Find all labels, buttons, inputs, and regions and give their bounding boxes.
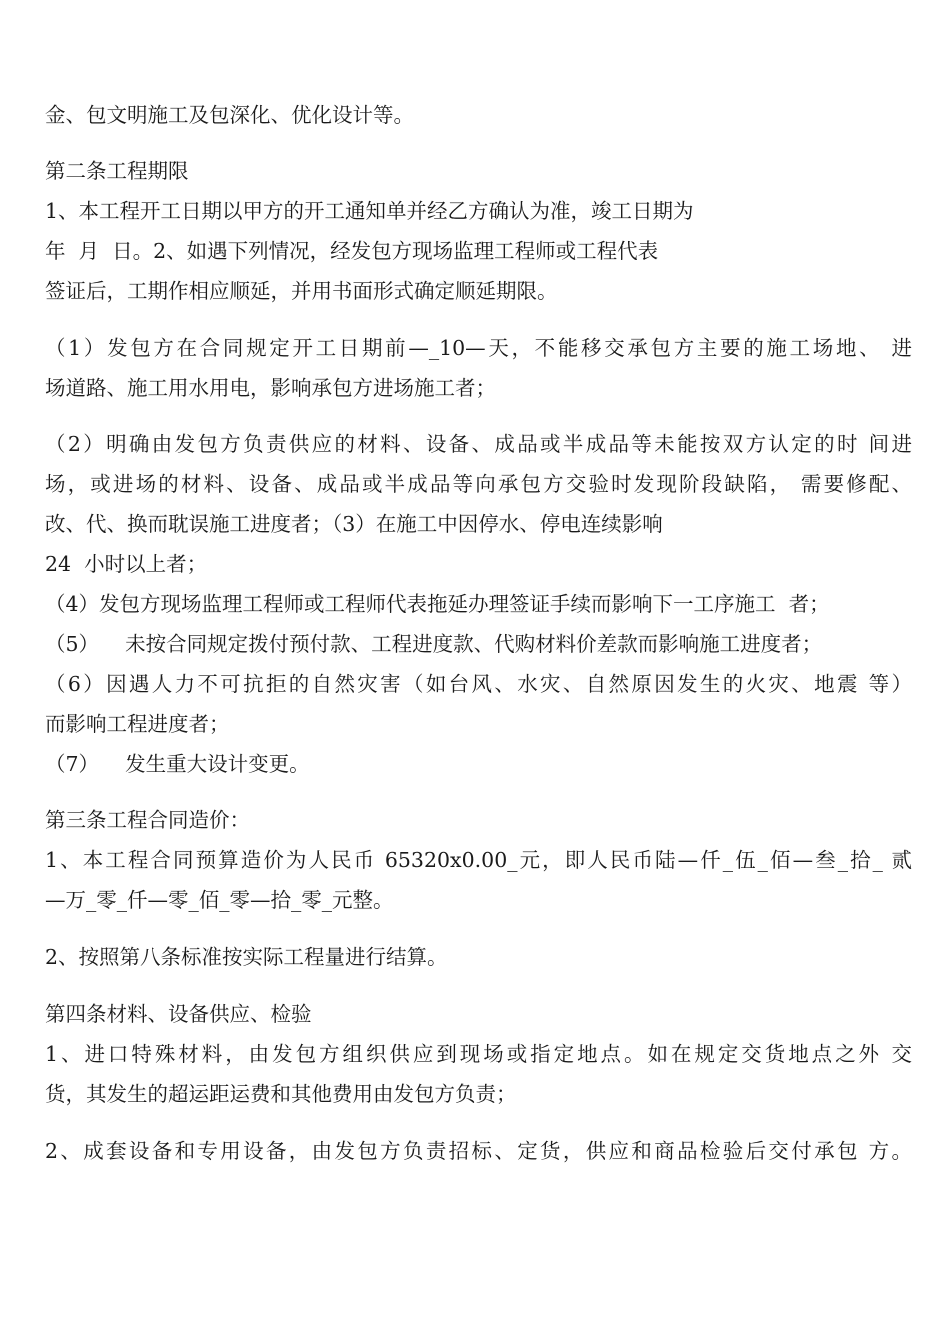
text-line: （2）明确由发包方负责供应的材料、设备、成品或半成品等未能按双方认定的时 间进: [45, 432, 912, 456]
text-line: （1）发包方在合同规定开工日期前—_10—天，不能移交承包方主要的施工场地、 进: [45, 336, 912, 360]
text-line: 场，或进场的材料、设备、成品或半成品等向承包方交验时发现阶段缺陷， 需要修配、: [45, 472, 912, 496]
section-heading: 第四条材料、设备供应、检验: [45, 1002, 312, 1026]
text-line: 金、包文明施工及包深化、优化设计等。: [45, 103, 414, 127]
text-line: （7） 发生重大设计变更。: [45, 752, 310, 776]
text-line: 货，其发生的超运距运费和其他费用由发包方负责；: [45, 1082, 517, 1106]
text-line: 而影响工程进度者；: [45, 712, 230, 736]
text-line: 年 月 日。2、如遇下列情况，经发包方现场监理工程师或工程代表: [45, 239, 659, 263]
text-line: —万_零_仟—零_佰_零—拾_零_元整。: [45, 888, 394, 912]
text-line: 改、代、换而耽误施工进度者；（3）在施工中因停水、停电连续影响: [45, 512, 663, 536]
text-line: 签证后，工期作相应顺延，并用书面形式确定顺延期限。: [45, 279, 558, 303]
text-line: （5） 未按合同规定拨付预付款、工程进度款、代购材料价差款而影响施工进度者；: [45, 632, 823, 656]
section-heading: 第二条工程期限: [45, 159, 189, 183]
text-line: 2、按照第八条标准按实际工程量进行结算。: [45, 945, 448, 969]
section-heading: 第三条工程合同造价：: [45, 808, 250, 832]
text-line: 1、本工程合同预算造价为人民币 65320x0.00_元，即人民币陆—仟_伍_佰—叁_拾_ 贰: [45, 848, 912, 872]
text-line: 24 小时以上者；: [45, 552, 208, 576]
text-line: 1、进口特殊材料，由发包方组织供应到现场或指定地点。如在规定交货地点之外 交: [45, 1042, 912, 1066]
text-line: 场道路、施工用水用电，影响承包方进场施工者；: [45, 376, 496, 400]
text-line: （4）发包方现场监理工程师或工程师代表拖延办理签证手续而影响下一工序施工 者；: [45, 592, 830, 616]
text-line: （6）因遇人力不可抗拒的自然灾害（如台风、水灾、自然原因发生的火灾、地震 等）: [45, 672, 912, 696]
text-line: 1、本工程开工日期以甲方的开工通知单并经乙方确认为准，竣工日期为: [45, 199, 694, 223]
text-line: 2、成套设备和专用设备，由发包方负责招标、定货，供应和商品检验后交付承包 方。: [45, 1139, 912, 1163]
